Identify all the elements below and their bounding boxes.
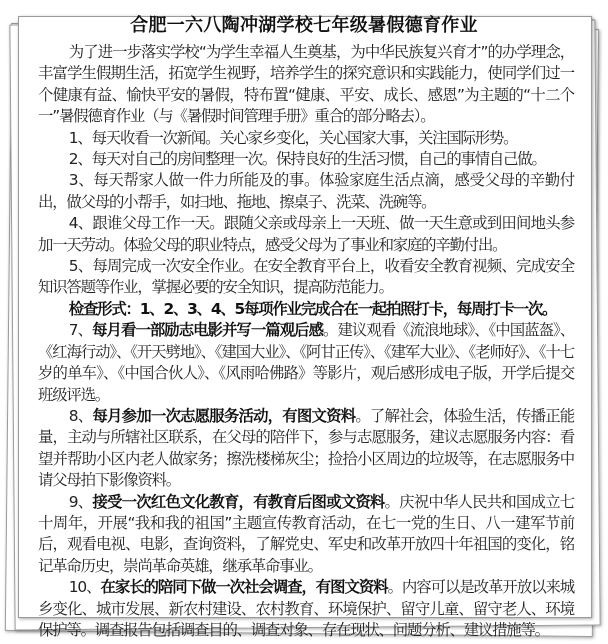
- item-number: 7、: [68, 321, 93, 340]
- item-number: 8、: [68, 406, 93, 425]
- intro-paragraph: 为了进一步落实学校“为学生幸福人生奠基，为中华民族复兴育才”的办学理念，丰富学生假期生活，拓宽学生视野，培养学生的探究意识和实践能力，使同学们过一个健康有益、愉快平安的暑假，特布置“健康、平安、成长、感恩”为主题的“十二个一”暑假德育作业（与《暑假时间管理手册》重合的部分略去）。: [38, 43, 574, 126]
- check-form: [38, 299, 574, 320]
- item-number: 9、: [68, 492, 93, 511]
- list-item: 1、每天收看一次新闻。关心家乡变化，关心国家大事，关注国际形势。: [68, 128, 518, 147]
- list-item: 2、每天对自己的房间整理一次。保持良好的生活习惯，自己的事情自己做。: [68, 150, 546, 169]
- list-item: 4、跟谁父母工作一天。跟随父亲或母亲上一天班、做一天生意或到田间地头参加一天劳动。体验父母的职业特点，感受父母为了事业和家庭的辛勤付出。: [38, 214, 574, 254]
- item-number: 10、: [68, 578, 101, 597]
- list-item: [38, 577, 574, 641]
- item-text: 。建议观看《流浪地球》、《中国蓝盔》、《红海行动》、《开天劈地》、《建国大业》、《阿甘正传》、《建军大业》、《老师好》、《十七岁的单车》、《中国合伙人》、《风雨哈佛路》等影片，观后感形成电子版，开学后提交班级评选。: [38, 321, 574, 404]
- item-text: 。了解社会，体验生活，传播正能量，主动与所辖社区联系，在父母的陪伴下，参与志愿服务，建议志愿服务内容：看望并帮助小区内老人做家务；擦洗楼梯灰尘；捡拾小区周边的垃圾等，在志愿服务中请父母拍下影像资料。: [38, 406, 574, 490]
- check-form-text: 检查形式：1、2、3、4、5每项作业完成合在一起拍照打卡，每周打卡一次。: [68, 299, 557, 318]
- item-text: 。内容可以是改革开放以来城乡变化、城市发展、新农村建设、农村教育、环境保护、留守儿童、留守老人、环境保护等。调查报告包括调查目的、调查对象、存在现状、问题分析、建议措施等。: [38, 578, 574, 639]
- document-page: [18, 0, 590, 641]
- list-item: 3、每天帮家人做一件力所能及的事。体验家庭生活点滴，感受父母的辛勤付出，做父母的小帮手，如扫地、拖地、擦桌子、洗菜、洗碗等。: [38, 171, 574, 211]
- item-heading: 在家长的陪同下做一次社会调查，有图文资料: [100, 578, 388, 597]
- item-text: 。庆祝中华人民共和国成立七十周年，开展“我和我的祖国”主题宣传教育活动，在七一党的生日、八一建军节前后，观看电视、电影，查询资料，了解党史、军史和改革开放四十年祖国的变化，铭记革命历史，崇尚革命英雄，继承革命事业。: [38, 492, 574, 575]
- item-heading: 接受一次红色文化教育，有教育后图或文资料: [92, 492, 385, 511]
- list-item: [38, 492, 574, 578]
- list-item: 5、每周完成一次安全作业。在安全教育平台上，收看安全教育视频、完成安全知识答题等作业，掌握必要的安全知识，提高防范能力。: [38, 257, 574, 297]
- document-body: [38, 42, 574, 641]
- item-heading: 每月看一部励志电影并写一篇观后感: [92, 321, 324, 340]
- list-item: [38, 320, 574, 406]
- list-item: [38, 406, 574, 492]
- document-title: 合肥一六八陶冲湖学校七年级暑假德育作业: [130, 15, 478, 36]
- item-heading: 每月参加一次志愿服务活动，有图文资料: [92, 406, 356, 425]
